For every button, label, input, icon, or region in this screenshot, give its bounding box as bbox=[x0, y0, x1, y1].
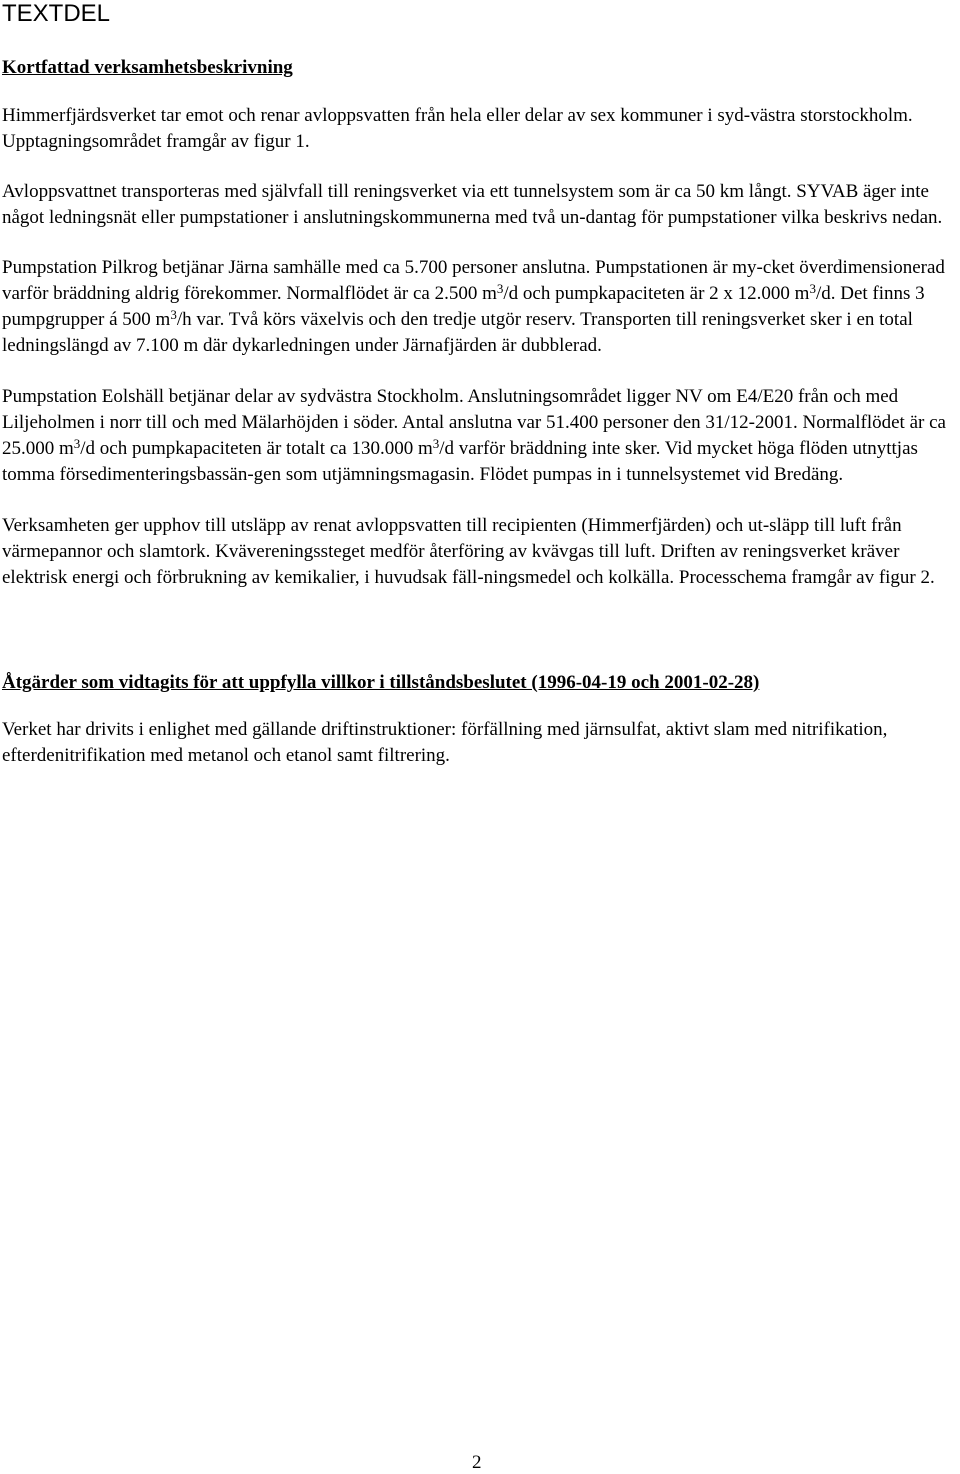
paragraph-pilkrog: Pumpstation Pilkrog betjänar Järna samhälle med ca 5.700 personer anslutna. Pumpstationen är my-cket överdimensionerad varför bräddning aldrig förekommer. Normalflödet är ca 2.500 $m^3/d$ och pumpkapaciteten är 2 x 12.000 $m^3/d$. Det finns 3 pumpgrupper á 500 $m^3/h$ var. Två körs växelvis och den tredje utgör reserv. Transporten till reningsverket sker i en total ledningslängd av 7.100 m där dykarledningen under Järnafjärden är dubblerad. bbox=[2, 257, 945, 356]
paragraph-eolshall: Pumpstation Eolshäll betjänar delar av sydvästra Stockholm. Anslutningsområdet ligger NV om E4/E20 från och med Liljeholmen i norr till och med Mälarhöjden i söder. Antal anslutna var 51.400 personer den 31/12-2001. Normalflödet är ca 25.000 $m^3/d$ och pumpkapaciteten är totalt ca 130.000 $m^3/d$ varför bräddning inte sker. Vid mycket höga flöden utnyttjas tomma försedimenteringsbassän-gen som utjämningsmagasin. Flödet pumpas in i tunnelsystemet vid Bredäng. bbox=[2, 386, 946, 485]
paragraph-operation: Verket har drivits i enlighet med gällande driftinstruktioner: förfällning med järnsulfat, aktivt slam med nitrifikation, efterdenitrifikation med metanol och etanol samt filtrering. bbox=[2, 719, 888, 766]
paragraph-intro: Himmerfjärdsverket tar emot och renar avloppsvatten från hela eller delar av sex kommuner i syd-västra storstockholm. Upptagningsområdet framgår av figur 1. bbox=[2, 105, 913, 152]
page-number: 2 bbox=[472, 1452, 482, 1473]
document-page bbox=[2, 0, 954, 769]
paragraph-emissions: Verksamheten ger upphov till utsläpp av renat avloppsvatten till recipienten (Himmerfjärden) och ut-släpp till luft från värmepannor och slamtork. Kvävereningssteget medför återföring av kvävgas till luft. Driften av reningsverket kräver elektrisk energi och förbrukning av kemikalier, i huvudsak fäll-ningsmedel och kolkälla. Processchema framgår av figur 2. bbox=[2, 515, 935, 588]
section-heading-measures: Åtgärder som vidtagits för att uppfylla villkor i tillståndsbeslutet (1996-04-19 och 2001-02-28) bbox=[2, 672, 760, 693]
section-heading-description: Kortfattad verksamhetsbeskrivning bbox=[2, 57, 293, 78]
document-title: TEXTDEL bbox=[2, 0, 111, 27]
paragraph-transport: Avloppsvattnet transporteras med självfall till reningsverket via ett tunnelsystem som är ca 50 km långt. SYVAB äger inte något ledningsnät eller pumpstationer i anslutningskommunerna med två un-dantag för pumpstationer vilka beskrivs nedan. bbox=[2, 181, 943, 228]
